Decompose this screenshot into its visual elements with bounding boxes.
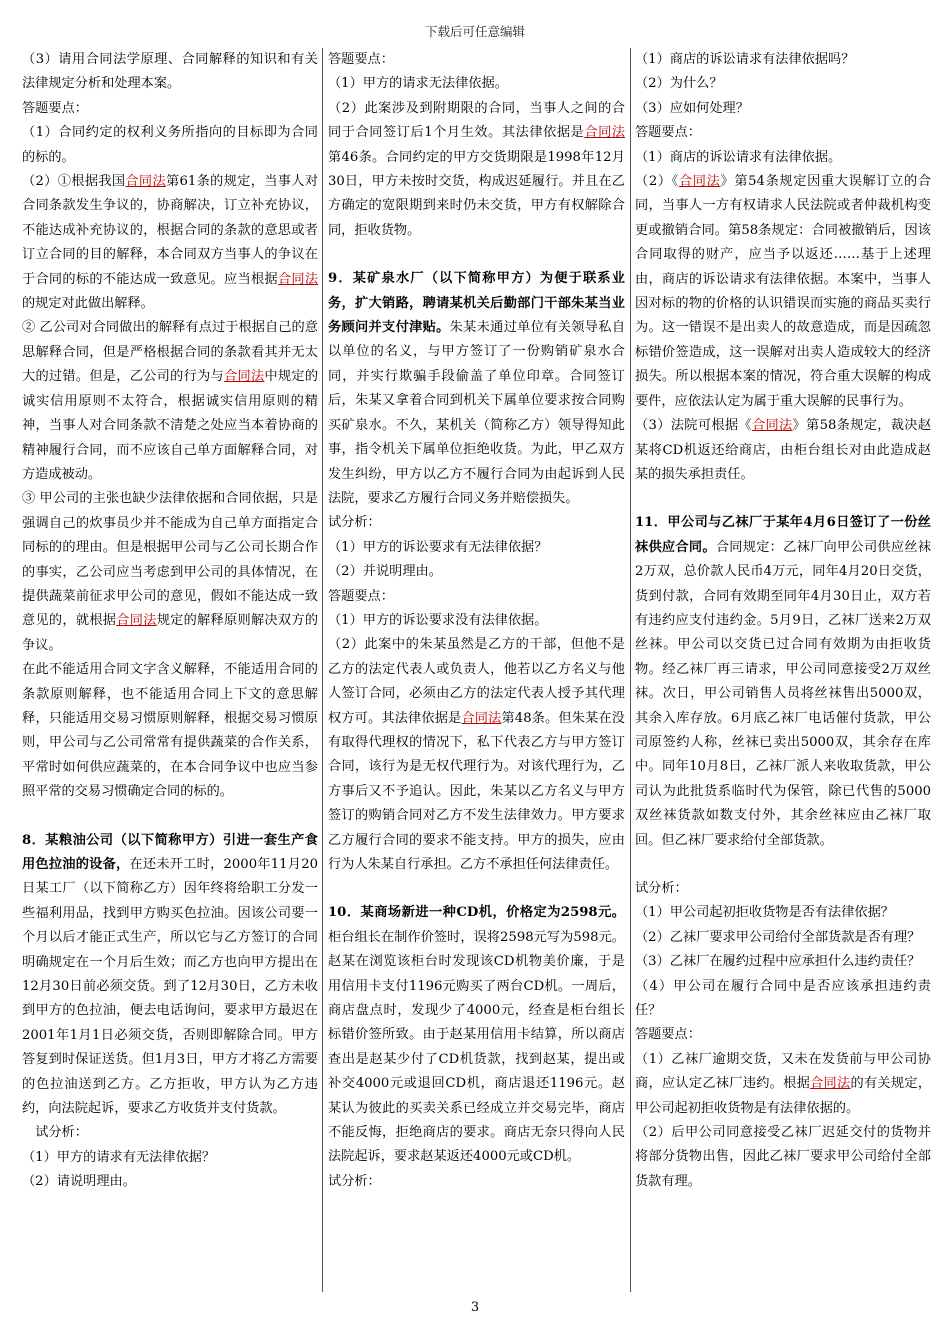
text-column-left	[22, 48, 318, 1292]
paragraph: 试分析：	[635, 881, 688, 896]
paragraph: 答题要点：	[22, 100, 88, 116]
case-heading: 8．某粮油公司（以下简称甲方）引进一套生产食用色拉油的设备，	[22, 832, 318, 872]
paragraph: （2）请说明理由。	[22, 1174, 136, 1190]
paragraph: 答题要点：	[328, 588, 394, 604]
law-link[interactable]: 合同法	[461, 710, 502, 726]
paragraph: （3）请用合同法学原理、合同解释的知识和有关法律规定分析和处理本案。	[22, 52, 318, 92]
paragraph: （1）商店的诉讼请求有法律依据吗？	[635, 52, 855, 67]
paragraph: （1）乙袜厂逾期交货，又未在发货前与甲公司协商，应认定乙袜厂违约。根据合同法的有关规定，甲公司起初拒收货物是有法律依据的。	[635, 1051, 931, 1116]
paragraph: （1）甲公司起初拒收货物是否有法律依据？	[635, 905, 894, 921]
paragraph-spacer	[328, 877, 625, 901]
paragraph: （2）此案涉及到附期限的合同，当事人之间的合同于合同签订后1个月生效。其法律依据是合同法第46条。合同约定的甲方交货期限是1998年12月30日，甲方未按时交货，构成迟延履行。并且在乙方确定的宽限期到来时仍未交货，甲方有权解除合同，拒收货物。	[328, 100, 625, 238]
paragraph-spacer	[22, 805, 318, 829]
law-link[interactable]: 合同法	[678, 174, 721, 190]
page-number: 3	[470, 1300, 480, 1315]
case-paragraph: 8．某粮油公司（以下简称甲方）引进一套生产食用色拉油的设备，在还未开工时，2000年11月20日某工厂（以下简称乙方）因年终将给职工分发一些福利用品，找到甲方购买色拉油。因该公司要一个月以后才能正式生产，所以它与乙方签订的合同明确规定在一个月后生效；而乙方也向甲方提出在12月30日前必须交货。到了12月30日，乙方未收到甲方的色拉油，便去电话询问，要求甲方最迟在2001年1月1日必须交货，否则即解除合同。甲方答复到时保证送货。但1月3日，甲方才将乙方需要的色拉油送到乙方。乙方拒收，甲方认为乙方违约，向法院起诉，要求乙方收货并支付货款。	[22, 832, 318, 1117]
paragraph: 答题要点：	[635, 125, 701, 141]
paragraph: （1）商店的诉讼请求有法律依据。	[635, 149, 842, 165]
case-heading: 10．某商场新进一种CD机，价格定为2598元。	[328, 905, 625, 921]
paragraph: （1）甲方的诉讼要求有无法律依据？	[328, 539, 548, 555]
column-divider	[630, 48, 631, 1292]
paragraph: （1）甲方的诉讼要求没有法律依据。	[328, 612, 548, 628]
law-link[interactable]: 合同法	[584, 125, 625, 141]
text-column-middle	[328, 48, 625, 1292]
law-link[interactable]: 合同法	[277, 271, 318, 287]
page-header: 下载后可任意编辑	[424, 24, 525, 39]
paragraph: （2）为什么？	[635, 76, 723, 92]
paragraph: （1）甲方的请求无法律依据。	[328, 76, 508, 92]
paragraph: （3）应如何处理？	[635, 100, 749, 116]
paragraph-spacer	[635, 487, 931, 511]
paragraph: （2）①根据我国合同法第61条的规定，当事人对合同条款发生争议的，协商解决，订立补充协议，不能达成补充协议的，根据合同的条款的意思或者订立合同的目的解释，本合同双方当事人的争议在于合同的标的不能达成一致意见。应当根据合同法的规定对此做出解释。	[22, 174, 318, 312]
paragraph: （3）法院可根据《合同法》第58条规定，裁决赵某将CD机返还给商店，由柜台组长对由此造成赵某的损失承担责任。	[635, 418, 931, 482]
paragraph: ③ 甲公司的主张也缺少法律依据和合同依据，只是强调自己的炊事员少并不能成为自己单方面指定合同标的的理由。但是根据甲公司与乙公司长期合作的事实，乙公司应当考虑到甲公司的具体情况，在提供蔬菜前征求甲公司的意见，假如不能达成一致意见的，就根据合同法规定的解释原则解决双方的争议。	[22, 491, 318, 653]
case-heading: 11．甲公司与乙袜厂于某年4月6日签订了一份丝袜供应合同。	[635, 515, 931, 555]
paragraph: 试分析：	[328, 1173, 381, 1189]
case-paragraph: 11．甲公司与乙袜厂于某年4月6日签订了一份丝袜供应合同。合同规定：乙袜厂向甲公司供应丝袜2万双，总价款人民币4万元，同年4月20日交货，货到付款，合同有效期至同年4月30日止，双方若有违约应支付违约金。5月9日，乙袜厂送来2万双丝袜。甲公司以交货已过合同有效期为由拒收货物。经乙袜厂再三请求，甲公司同意接受2万双丝袜。次日，甲公司销售人员将丝袜售出5000双，其余入库存放。6月底乙袜厂电话催付货款，甲公司原签约人称，丝袜已卖出5000双，其余存在库中。同年10月8日，乙袜厂派人来收取货款，甲公司认为此批货系临时代为保管，除已代售的5000双丝袜货款如数支付外，其余丝袜应由乙袜厂取回。但乙袜厂要求给付全部货款。	[635, 515, 931, 848]
paragraph: 试分析：	[35, 1125, 88, 1141]
paragraph: （2）此案中的朱某虽然是乙方的干部，但他不是乙方的法定代表人或负责人，他若以乙方名义与他人签订合同，必须由乙方的法定代表人授予其代理权方可。其法律依据是合同法第48条。但朱某在没有取得代理权的情况下，私下代表乙方与甲方签订合同，该行为是无权代理行为。对该代理行为，乙方事后又不予追认。因此，朱某以乙方名义与甲方签订的购销合同对乙方不发生法律效力。甲方要求乙方履行合同的要求不能支持。甲方的损失，应由行为人朱某自行承担。乙方不承担任何法律责任。	[328, 637, 625, 872]
case-paragraph: 10．某商场新进一种CD机，价格定为2598元。柜台组长在制作价签时，误将2598元写为598元。赵某在浏览该柜台时发现该CD机物美价廉，于是用信用卡支付1196元购买了两台CD机。一周后，商店盘点时，发现少了4000元，经查是柜台组长标错价签所致。由于赵某用信用卡结算，所以商店查出是赵某少付了CD机货款，找到赵某，提出或补交4000元或退回CD机，商店退还1196元。赵某认为彼此的买卖关系已经成立并交易完毕，商店不能反悔，拒绝商店的要求。商店无奈只得向人民法院起诉，要求赵某返还4000元或CD机。	[328, 905, 625, 1165]
case-heading: 9．某矿泉水厂（以下简称甲方）为便于联系业务，扩大销路，聘请某机关后勤部门干部朱某当业务顾问并支付津贴。	[328, 271, 625, 336]
paragraph: （2）《合同法》第54条规定因重大误解订立的合同，当事人一方有权请求人民法院或者仲裁机构变更或撤销合同。第58条规定：合同被撤销后，因该合同取得的财产，应当予以返还……基于上述理由，商店的诉讼请求有法律依据。本案中，当事人因对标的物的价格的认识错误而实施的商品买卖行为。这一错误不是出卖人的故意造成，而是因疏忽标错价签造成，这一误解对出卖人造成较大的经济损失。所以根据本案的情况，符合重大误解的构成要件，应依法认定为属于重大误解的民事行为。	[635, 174, 931, 409]
paragraph: 答题要点：	[328, 52, 394, 67]
case-paragraph: 9．某矿泉水厂（以下简称甲方）为便于联系业务，扩大销路，聘请某机关后勤部门干部朱某当业务顾问并支付津贴。朱某未通过单位有关领导私自以单位的名义，与甲方签订了一份购销矿泉水合同，并实行欺骗手段偷盖了单位印章。合同签订后，朱某又拿着合同到机关下属单位要求按合同购买矿泉水。不久，某机关（简称乙方）领导得知此事，指令机关下属单位拒绝收货。为此，甲乙双方发生纠纷，甲方以乙方不履行合同为由起诉到人民法院，要求乙方履行合同义务并赔偿损失。	[328, 271, 625, 506]
paragraph: ② 乙公司对合同做出的解释有点过于根据自己的意思解释合同，但是严格根据合同的条款看其并无太大的过错。但是，乙公司的行为与合同法中规定的诚实信用原则不太符合，根据诚实信用原则的精神，当事人对合同条款不清楚之处应当本着协商的精神履行合同，而不应该自己单方面解释合同，对方造成被动。	[22, 320, 318, 482]
paragraph: （2）乙袜厂要求甲公司给付全部货款是否有理？	[635, 929, 921, 945]
paragraph-spacer	[635, 853, 931, 877]
paragraph: 试分析：	[328, 515, 381, 531]
paragraph-spacer	[328, 243, 625, 267]
column-divider	[322, 48, 323, 1292]
paragraph: （2）并说明理由。	[328, 564, 442, 580]
paragraph: （2）后甲公司同意接受乙袜厂迟延交付的货物并将部分货物出售，因此乙袜厂要求甲公司给付全部货款有理。	[635, 1125, 931, 1189]
paragraph: 答题要点：	[635, 1027, 701, 1043]
law-link[interactable]: 合同法	[810, 1076, 851, 1092]
paragraph: （3）乙袜厂在履约过程中应承担什么违约责任？	[635, 954, 921, 970]
paragraph: （4）甲公司在履行合同中是否应该承担违约责任？	[635, 978, 931, 1019]
paragraph: 在此不能适用合同文字含义解释，不能适用合同的条款原则解释，也不能适用合同上下文的意思解释，只能适用交易习惯原则解释，根据交易习惯原则，甲公司与乙公司常常有提供蔬菜的合作关系，平常时如何供应蔬菜的，在本合同争议中也应当参照平常的交易习惯确定合同的标的。	[22, 662, 318, 800]
law-link[interactable]: 合同法	[751, 418, 793, 434]
law-link[interactable]: 合同法	[224, 369, 265, 385]
paragraph: （1）甲方的请求有无法律依据？	[22, 1149, 216, 1165]
paragraph: （1）合同约定的权利义务所指向的目标即为合同的标的。	[22, 125, 318, 165]
text-column-right	[635, 48, 931, 1292]
law-link[interactable]: 合同法	[116, 613, 157, 629]
law-link[interactable]: 合同法	[125, 174, 166, 190]
